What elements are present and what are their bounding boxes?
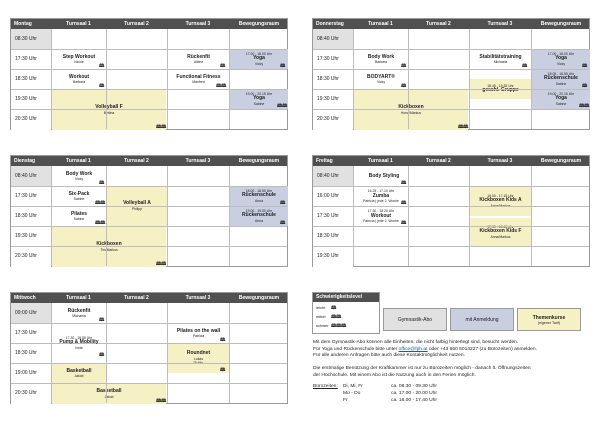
course-trainer: Tim/Markus (100, 247, 118, 252)
legend-label: Themenkurse (532, 314, 566, 321)
room-header: Bewegungsraum (540, 21, 582, 27)
level-icon: 🕮 (280, 63, 286, 68)
course-title: Pilates on the wall (176, 327, 221, 334)
level-icon: 🕮 (99, 83, 105, 88)
course-kickboxen (52, 227, 166, 267)
time-slot: 17:30 Uhr (11, 49, 51, 69)
time-slot: 08:40 Uhr (313, 29, 353, 49)
time-slot: 18:30 Uhr (11, 69, 51, 89)
course-time: 19.00 - 19.50 Uhr (245, 208, 273, 213)
info-line: Für alle anderen Anfragen bitte auch diese Kontaktmöglichkeit nutzen. (313, 353, 465, 359)
level-label: mittel (316, 314, 326, 319)
email-link[interactable]: office@fph.at (398, 346, 428, 352)
room-header: Turnsaal 2 (426, 21, 451, 27)
course-time: 17.30 - 18.20 Uhr (367, 209, 395, 214)
room-header: Bewegungsraum (238, 21, 280, 27)
course-title: Six-Pack (68, 190, 90, 197)
course-title: Kickboxen (398, 104, 424, 111)
course-title: Basketball (96, 388, 122, 395)
course-title: Rückenschule (242, 192, 276, 199)
room-header: Turnsaal 2 (426, 158, 451, 164)
time-slot: 18:30 Uhr (11, 206, 51, 226)
course-trainer: Patricia | jede 2. Woche (363, 199, 399, 204)
course-kickboxen-kids-a (470, 186, 531, 216)
time-slot: 18:30 Uhr (313, 69, 353, 89)
course-trainer: Jakob (74, 374, 84, 379)
schedule-dienstag (10, 155, 288, 267)
room-header: Turnsaal 3 (185, 295, 211, 301)
course-title: Volleyball A (123, 200, 151, 207)
info-line: Die erstmalige Benützung der Kraftkammer ist nur zu Bürozeiten möglich - danach lt. Öffnungszeiten (313, 366, 531, 371)
level-icon: 🕮 (522, 63, 528, 68)
course-trainer: Philipp (131, 206, 143, 211)
level-icon: 🕮 (280, 200, 286, 205)
course-title: Rückenschule (544, 75, 578, 82)
room-header: Turnsaal 1 (66, 21, 91, 27)
course-body-work (52, 167, 106, 186)
legend-title: Schwierigkeitslevel (313, 293, 379, 302)
level-icon: 🕮 (220, 367, 226, 372)
office-time: ca. 17.00 - 20.00 Uhr (391, 391, 437, 396)
level-icon: 🕮 (220, 63, 226, 68)
level-icon: 🕮 (99, 317, 105, 322)
course-time: 17.30 - 18.55 Uhr (65, 335, 93, 340)
course-title: Functional Fitness (176, 73, 221, 80)
course-title: Basketball (66, 367, 92, 374)
course-title: Workout (68, 73, 90, 80)
course-time: 16.25 - 17.10 Uhr (367, 189, 395, 194)
room-header: Turnsaal 3 (487, 21, 513, 27)
time-slot: 08:30 Uhr (11, 29, 51, 49)
level-icon: 🕮 (401, 83, 407, 88)
day-name: Mittwoch (14, 295, 36, 301)
room-header: Turnsaal 2 (124, 158, 149, 164)
course-time: 18.00 - 18.50 Uhr (245, 188, 273, 193)
course-time: 16.00 - 17.15 Uhr (487, 193, 514, 198)
schedule-freitag (312, 155, 590, 267)
room-header: Turnsaal 3 (185, 158, 211, 164)
course-title: Yoga (555, 95, 567, 102)
course-trainer: Michaela (493, 60, 508, 65)
course-basketball (52, 364, 106, 383)
course-trainer: Anna (255, 218, 263, 223)
course-title: Roundnet (186, 349, 211, 356)
course-time: 18.45 - 19.35 Uhr (487, 84, 514, 89)
course-trainer: Bettina (103, 110, 115, 115)
course-title: Zumba (372, 192, 390, 199)
room-header: Turnsaal 1 (66, 295, 91, 301)
course-title: Kickboxen Kids F (479, 228, 522, 235)
room-header: Turnsaal 1 (368, 21, 393, 27)
level-icon: 🕮 (220, 337, 226, 342)
room-header: Turnsaal 2 (124, 295, 149, 301)
schedule-header (11, 293, 287, 303)
difficulty-legend (312, 292, 380, 334)
schedule-header (313, 156, 589, 166)
course-workout (52, 70, 106, 89)
time-slot: 20:30 Uhr (313, 109, 353, 130)
time-slot: 17:30 Uhr (313, 206, 353, 226)
course-trainer: Vicky (376, 80, 386, 85)
course-time: 19.00 - 20.15 Uhr (245, 91, 273, 96)
course-bodyart (354, 70, 408, 89)
course-title: geschl. Gruppe (482, 87, 519, 94)
info-paragraph-2 (313, 366, 597, 379)
room-header: Turnsaal 1 (368, 158, 393, 164)
schedule-montag (10, 18, 288, 130)
level-icon: 🕮🕮🕮 (331, 323, 347, 328)
day-name: Montag (14, 21, 32, 27)
legend-label: mit Anmeldung (465, 316, 499, 323)
time-slot: 18:30 Uhr (11, 343, 51, 363)
course-title: Kickboxen Kids A (479, 197, 522, 204)
course-title: Pilates (70, 210, 88, 217)
level-icon: 🕮🕮 (156, 261, 167, 266)
level-icon: 🕮 (99, 63, 105, 68)
room-header: Bewegungsraum (540, 158, 582, 164)
course-zumba (354, 187, 408, 206)
level-icon: 🕮 (280, 220, 286, 225)
office-time: ca. 08.30 - 09.30 Uhr (391, 384, 437, 389)
course-title: BODYART® (367, 73, 395, 80)
course-title: Pump & Mobility (59, 339, 99, 346)
schedule-header (11, 19, 287, 29)
day-name: Dienstag (14, 158, 36, 164)
course-basketball (52, 384, 166, 404)
time-slot: 19:30 Uhr (313, 246, 353, 267)
course-trainer: Anna/Markus (490, 234, 511, 239)
course-trainer: Lukas (193, 356, 204, 361)
level-icon: 🕮 (582, 63, 588, 68)
level-icon: 🕮🕮 (216, 83, 227, 88)
course-body-work (354, 50, 408, 69)
course-trainer: Sabine (555, 81, 567, 86)
course-trainer: Sabine (73, 217, 85, 222)
level-icon: 🕮 (401, 180, 407, 185)
course-pump-mobility (52, 329, 106, 357)
level-icon: 🕮🕮 (458, 124, 469, 129)
office-time: ca. 16.00 - 17.40 Uhr (391, 398, 437, 403)
day-name: Donnerstag (316, 21, 344, 27)
time-slot: 19:30 Uhr (313, 89, 353, 109)
time-slot: 20:30 Uhr (11, 246, 51, 267)
course-time: 17.00 - 18.00 Uhr (245, 51, 273, 56)
course-title: Rückenfit (187, 53, 210, 60)
course-title: Step Workout (62, 53, 96, 60)
course-trainer: Horst/Markus (400, 110, 422, 115)
course-trainer: Vicky (254, 61, 264, 66)
course-trainer: Anna/Markus (490, 203, 511, 208)
course-trainer: Manfred (192, 80, 205, 85)
course-kickboxen (354, 90, 468, 130)
course-title: Rückenschule (242, 212, 276, 219)
level-icon: 🕮🕮 (156, 124, 167, 129)
time-slot: 20:30 Uhr (11, 383, 51, 404)
course-duration: 75 Min. (192, 360, 205, 365)
info-line: der Hochschule. Mit einem Abo ist die Nutzung auch in den Ferien möglich. (313, 372, 476, 378)
level-icon: 🕮 (331, 305, 337, 310)
course-time: 19.00 - 20.15 Uhr (547, 91, 575, 96)
course-title: Yoga (253, 95, 265, 102)
course-title: Body Styling (368, 172, 400, 179)
legend-themenkurse (517, 308, 581, 331)
course-title: Kickboxen (96, 241, 122, 248)
time-slot: 19:00 Uhr (11, 363, 51, 383)
level-icon: 🕮🕮 (156, 398, 167, 403)
course-trainer: Barbara (374, 60, 388, 65)
course-trainer: Barbara (72, 80, 86, 85)
level-icon: 🕮🕮 (95, 220, 106, 225)
level-icon: 🕮 (401, 200, 407, 205)
course-title: Rückenfit (67, 307, 91, 314)
course-trainer: Vicky (74, 177, 84, 182)
course-trainer: Patricia | jede 2. Woche (363, 219, 399, 224)
time-slot: 20:30 Uhr (11, 109, 51, 130)
office-hours-label: Bürozeiten: (313, 384, 338, 389)
time-slot: 09:00 Uhr (11, 303, 51, 323)
room-header: Bewegungsraum (238, 158, 280, 164)
course-step-workout (52, 50, 106, 69)
course-trainer: Nicole (74, 60, 84, 65)
info-text: oder +43 660 5014227 (zu Bürozeiten) anmelden. (427, 346, 537, 352)
course-time: 18.05 - 18.55 Uhr (547, 71, 575, 76)
info-line: Mit dem Gymnastik-Abo können alle Einheiten, die nicht farbig hinterlegt sind, besucht werden. (313, 340, 519, 345)
time-slot: 08:40 Uhr (313, 166, 353, 186)
level-icon: 🕮 (401, 63, 407, 68)
schedule-donnerstag (312, 18, 590, 130)
office-days: Di, Mi, Fr (343, 384, 363, 389)
office-days: Fr (343, 398, 348, 403)
course-trainer: Michaela (72, 314, 86, 319)
course-time: 17.00 - 18.00 Uhr (547, 51, 575, 56)
time-slot: 18:30 Uhr (313, 226, 353, 246)
level-icon: 🕮 (401, 220, 407, 225)
course-trainer: Sabine (253, 101, 265, 106)
course-time: 17.30 - 18.45 Uhr (487, 224, 514, 229)
course-trainer: Albine (193, 60, 204, 65)
day-name: Freitag (316, 158, 333, 164)
time-slot: 17:30 Uhr (11, 186, 51, 206)
level-label: leicht (316, 305, 326, 310)
time-slot: 08:40 Uhr (11, 166, 51, 186)
course-trainer: Vicky (556, 61, 566, 66)
time-slot: 17:30 Uhr (313, 49, 353, 69)
course-title: Stabilitätstraining (479, 53, 522, 60)
course-title: Volleyball F (95, 104, 123, 111)
schedule-header (11, 156, 287, 166)
room-header: Turnsaal 3 (185, 21, 211, 27)
office-days: Mo - Do (343, 391, 361, 396)
room-header: Turnsaal 3 (487, 158, 513, 164)
course-trainer: Iveta (75, 345, 83, 350)
course-trainer: Anna (255, 198, 263, 203)
level-icon: 🕮 (582, 83, 588, 88)
course-title: Body Work (65, 170, 93, 177)
course-volleyball (52, 90, 166, 130)
level-icon: 🕮🕮 (95, 200, 106, 205)
course-title: Yoga (555, 55, 567, 62)
time-slot: 19:30 Uhr (11, 89, 51, 109)
room-header: Bewegungsraum (238, 295, 280, 301)
room-header: Turnsaal 1 (66, 158, 91, 164)
schedule-mittwoch (10, 292, 288, 404)
course-kickboxen-kids-f (470, 218, 531, 246)
level-icon: 🕮🕮 (277, 103, 288, 108)
office-hours (313, 384, 597, 405)
course-trainer: Patricia (192, 334, 205, 339)
time-slot: 17:30 Uhr (11, 323, 51, 343)
legend-gymnastik-abo (383, 308, 447, 331)
level-icon: 🕮🕮 (579, 103, 590, 108)
level-icon: 🕮 (99, 352, 105, 357)
level-icon: 🕮 (99, 180, 105, 185)
course-trainer: Sabine (73, 197, 85, 202)
course-title: Body Work (367, 53, 395, 60)
room-header: Turnsaal 2 (124, 21, 149, 27)
course-title: Workout (370, 212, 392, 219)
info-paragraph-1 (313, 340, 597, 360)
level-icon: 🕮🕮 (331, 314, 342, 319)
time-slot: 19:30 Uhr (11, 226, 51, 246)
time-slot: 16:00 Uhr (313, 186, 353, 206)
schedule-header (313, 19, 589, 29)
legend-sublabel: (eigener Tarif) (537, 320, 561, 325)
course-title: Yoga (253, 55, 265, 62)
level-label: schwer (316, 323, 329, 328)
course-rueckenfit (52, 304, 106, 323)
legend-label: Gymnastik-Abo (397, 316, 433, 323)
legend-mit-anmeldung (450, 308, 514, 331)
course-trainer: Sabine (555, 101, 567, 106)
course-workout (354, 207, 408, 226)
course-trainer: Jakob (104, 394, 114, 399)
info-text: Für Yoga und Rückenschule bitte unter (313, 346, 399, 352)
